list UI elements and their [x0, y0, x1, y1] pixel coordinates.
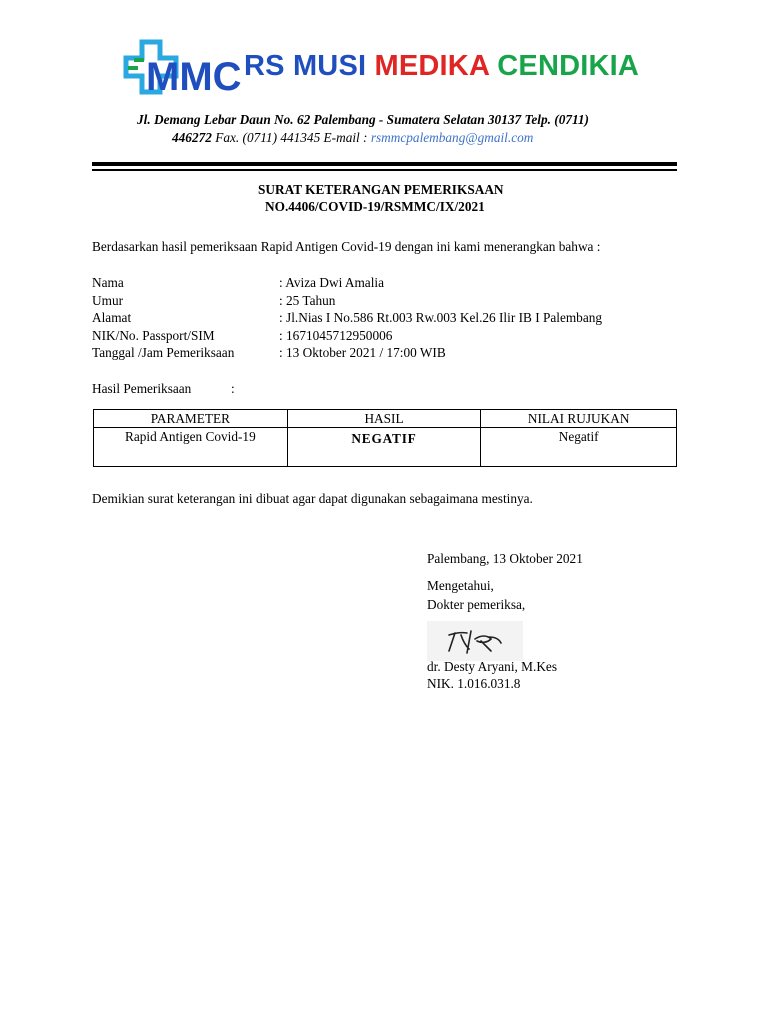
email-address: rsmmcpalembang@gmail.com	[370, 130, 534, 145]
intro-text: Berdasarkan hasil pemeriksaan Rapid Antigen Covid-19 dengan ini kami menerangkan bahwa :	[92, 239, 601, 254]
results-colon: :	[231, 381, 235, 396]
address-line-2	[172, 130, 533, 146]
header-nilai-rujukan: NILAI RUJUKAN	[481, 410, 677, 428]
fax-email-label: Fax. (0711) 441345 E-mail :	[211, 130, 371, 145]
phone-number: 446272	[172, 130, 212, 145]
results-header-row	[94, 410, 677, 428]
document-title: SURAT KETERANGAN PEMERIKSAAN	[258, 182, 504, 197]
closing-statement: Demikian surat keterangan ini dibuat agar dapat digunakan sebagaimana mestinya.	[92, 491, 533, 506]
signature-icon	[427, 621, 523, 661]
hospital-name-part2: MEDIKA	[374, 50, 498, 82]
results-label: Hasil Pemeriksaan	[92, 381, 192, 396]
patient-label-exam-date: Tanggal /Jam Pemeriksaan	[92, 345, 235, 360]
doctor-title: Dokter pemeriksa,	[427, 597, 526, 612]
address-line-1: Jl. Demang Lebar Daun No. 62 Palembang - Sumatera Selatan 30137 Telp. (0711)	[137, 112, 589, 127]
cell-rujukan: Negatif	[481, 428, 677, 467]
patient-value-address: : Jl.Nias I No.586 Rt.003 Rw.003 Kel.26 Ilir IB I Palembang	[279, 310, 603, 325]
patient-value-nik: : 1671045712950006	[279, 328, 393, 343]
table-row	[94, 428, 677, 467]
doctor-name: dr. Desty Aryani, M.Kes	[427, 659, 558, 674]
patient-value-exam-date: : 13 Oktober 2021 / 17:00 WIB	[279, 345, 446, 360]
place-date: Palembang, 13 Oktober 2021	[427, 551, 583, 566]
patient-label-name: Nama	[92, 275, 124, 290]
cell-parameter: Rapid Antigen Covid-19	[94, 428, 288, 467]
hospital-logo-icon	[124, 38, 242, 108]
hospital-name-part1: RS MUSI	[244, 50, 375, 82]
results-table	[93, 409, 677, 467]
cell-hasil: NEGATIF	[287, 428, 481, 467]
patient-label-nik: NIK/No. Passport/SIM	[92, 328, 215, 343]
header-hasil: HASIL	[287, 410, 481, 428]
hospital-name	[244, 50, 639, 83]
header-divider-thin	[92, 169, 677, 171]
acknowledged-label: Mengetahui,	[427, 578, 494, 593]
logo-text: MMC	[146, 55, 242, 99]
hospital-name-part3: CENDIKIA	[497, 50, 640, 82]
doctor-nik: NIK. 1.016.031.8	[427, 676, 521, 691]
patient-label-age: Umur	[92, 293, 124, 308]
header-divider-thick	[92, 162, 677, 166]
patient-label-address: Alamat	[92, 310, 132, 325]
patient-value-name: : Aviza Dwi Amalia	[279, 275, 384, 290]
header-parameter: PARAMETER	[94, 410, 288, 428]
patient-value-age: : 25 Tahun	[279, 293, 336, 308]
document-number: NO.4406/COVID-19/RSMMC/IX/2021	[265, 199, 485, 214]
